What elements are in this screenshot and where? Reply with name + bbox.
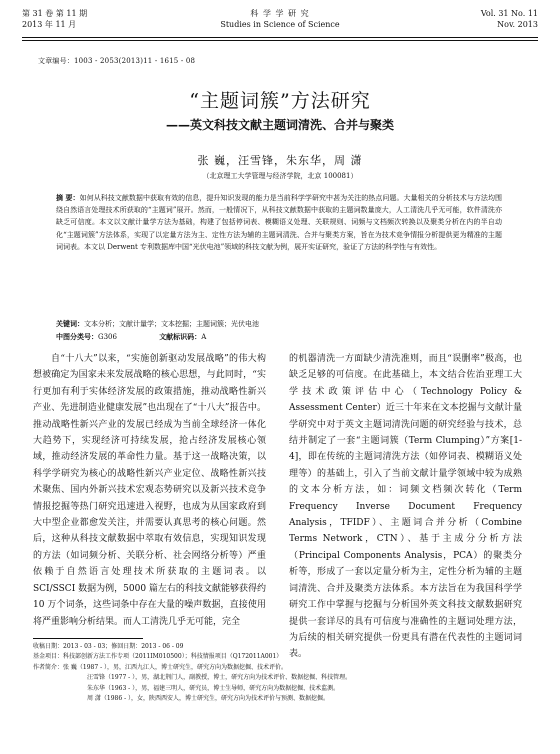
paper-subtitle: ——英文科技文献主题词清洗、合并与聚类 [165, 118, 394, 132]
author-list: 张 巍，汪雪锋，朱东华，周 潇 [197, 154, 363, 167]
issue-date: 2013 年 11 月 [22, 20, 77, 29]
abstract [56, 192, 502, 253]
volume-issue: 第 31 卷 第 11 期 [22, 9, 88, 18]
author-bio: 周 潇（1986 - ），女，陕西西安人，博士研究生，研究方向为技术评价与预测、数据挖掘。 [87, 695, 330, 703]
keywords-label: 关键词： [56, 320, 84, 328]
journal-name-en: Studies in Science of Science [220, 20, 340, 29]
clc-label: 中图分类号： [56, 333, 98, 341]
abstract-label: 摘 要： [56, 194, 80, 202]
running-header [22, 8, 538, 36]
body-column-right [289, 351, 522, 663]
issue-date-en: Nov. 2013 [497, 20, 538, 29]
author-bio: 汪雪锋（1977 - ），男，湖北荆门人，副教授，博士，研究方向为技术评价、数据挖掘、科技管理。 [87, 674, 352, 682]
paper-title: “主题词簇”方法研究 [189, 90, 371, 112]
journal-volume-en [481, 8, 538, 30]
funding: 基金项目：科技部创新方法工作专项（2011IM010500）；科技情报项目（Q172011A001） [33, 653, 283, 661]
doc-code-label: 文献标识码： [159, 333, 202, 341]
author-bio: 朱东华（1963 - ），男，福建三明人，研究员，博士生导师，研究方向为数据挖掘、技术监测。 [87, 684, 340, 692]
abstract-text: 如何从科技文献数据中获取有效的信息，提升知识发现的能力是当前科学学研究中甚为关注的热点问题。大量相关的分析技术与方法均围绕自然语言处理技术所获取的“主题词”展开。然而，一般情况下，从科技文献数据中获取的主题词数量庞大，人工清洗几乎无可能，软件清洗亦缺乏可信度。本文以文献计量学方法为基础，构建了包括停词表、模糊语义处理、关联规则、词频与文档频次转换以及聚类分析在内的半自动化“主题词簇”方法体系，实现了以定量方法为主、定性方法为辅的主题词清洗、合并与聚类方案，旨在为技术竞争情报分析提供更为精准的主题词词表。本文以 Derwent 专利数据库中国“光伏电池”领域的科技文献为例，展开实证研究，验证了方法的科学性与有效性。 [56, 194, 503, 251]
clc-value: G306 [98, 333, 117, 341]
header-rule-thick [22, 37, 538, 38]
keywords-text: 文本分析；文献计量学；文本挖掘；主题词簇；光伏电池 [84, 320, 259, 328]
classification-line [56, 332, 206, 342]
body-column-left [33, 351, 266, 630]
doc-code-value: A [201, 333, 207, 341]
body-paragraph: 自“十八大”以来，“实施创新驱动发展战略”的伟大构想被确定为国家未来发展战略的核心思想，与此同时，“实行更加有利于实体经济发展的政策措施，推动战略性新兴产业、先进制造业健康发展”也出现在了“十八大”报告中。推动战略性新兴产业的发展已经成为当前全球经济一体化大趋势下，实现经济可持续发展，抢占经济发展核心领域，推动经济发展的革命性力量。基于这一战略决策，以科学学研究为核心的战略性新兴产业定位、战略性新兴技术聚焦、国内外新兴技术宏观态势研究以及新兴技术竞争情报挖掘等热门研究迅速进入视野，也成为从国家政府到大中型企业都愈发关注，并需要认真思考的核心问题。然后，这种从科技文献数据中萃取有效信息，实现知识发现的方法（如词频分析、关联分析、社会网络分析等）严重依赖于自然语言处理技术所获取的主题词表。以 SCI/SSCI 数据为例，5000 篇左右的科技文献能够获得约 10 万个词条，这些词条中存在大量的噪声数据，直接使用将严重影响分析结果。而人工清洗几乎无可能，完全 [33, 354, 266, 627]
volume-issue-en: Vol. 31 No. 11 [480, 9, 538, 18]
doc-code [159, 333, 206, 341]
footnote-rule [33, 638, 143, 639]
footnotes [33, 642, 533, 704]
journal-name-cn: 科 学 学 研 究 [250, 9, 310, 18]
keywords [56, 319, 502, 329]
header-rule-thin [22, 40, 538, 41]
article-number: 文章编号：1003 - 2053(2013)11 - 1615 - 08 [38, 57, 196, 65]
affiliation: （北京理工大学管理与经济学院，北京 100081） [202, 172, 358, 180]
body-paragraph: 的机器清洗一方面缺少清洗准则，而且“误删率”极高，也缺乏足够的可信度。在此基础上，本文结合佐治亚理工大学技术政策评估中心（Technology Policy & Assessment Center）近三十年来在文本挖掘与文献计量学研究中对于英文主题词清洗问题的研究经验与技术，总结并制定了一套“主题词簇（Term Clumping）”方案[1-4]，即在传统的主题词清洗方法（如停词表、模糊语义处理等）的基础上，引入了当前文献计量学领域中较为成熟的文本分析方法，如：词频文档频次转化（Term Frequency Inverse Document Frequency Analysis，TFIDF）、主题词合并分析（Combine Terms Network，CTN）、基于主成分分析方法（Principal Components Analysis，PCA）的聚类分析等，形成了一套以定量分析为主，定性分析为辅的主题词清洗、合并及聚类方法体系。本方法旨在为我国科学学研究工作中掌握与挖掘与分析国外英文科技文献数据研究提供一套详尽的具有可信度与准确性的主题词处理方法，为后续的相关研究提供一份更具有潜在代表性的主题词词表。 [289, 354, 522, 660]
received-date: 收稿日期：2013 - 03 - 03；修回日期：2013 - 06 - 09 [33, 643, 184, 650]
author-bio: 作者简介：张 巍（1987 - ），男，江西九江人，博士研究生，研究方向为数据挖掘、技术评价。 [33, 663, 288, 671]
journal-name [22, 8, 538, 30]
